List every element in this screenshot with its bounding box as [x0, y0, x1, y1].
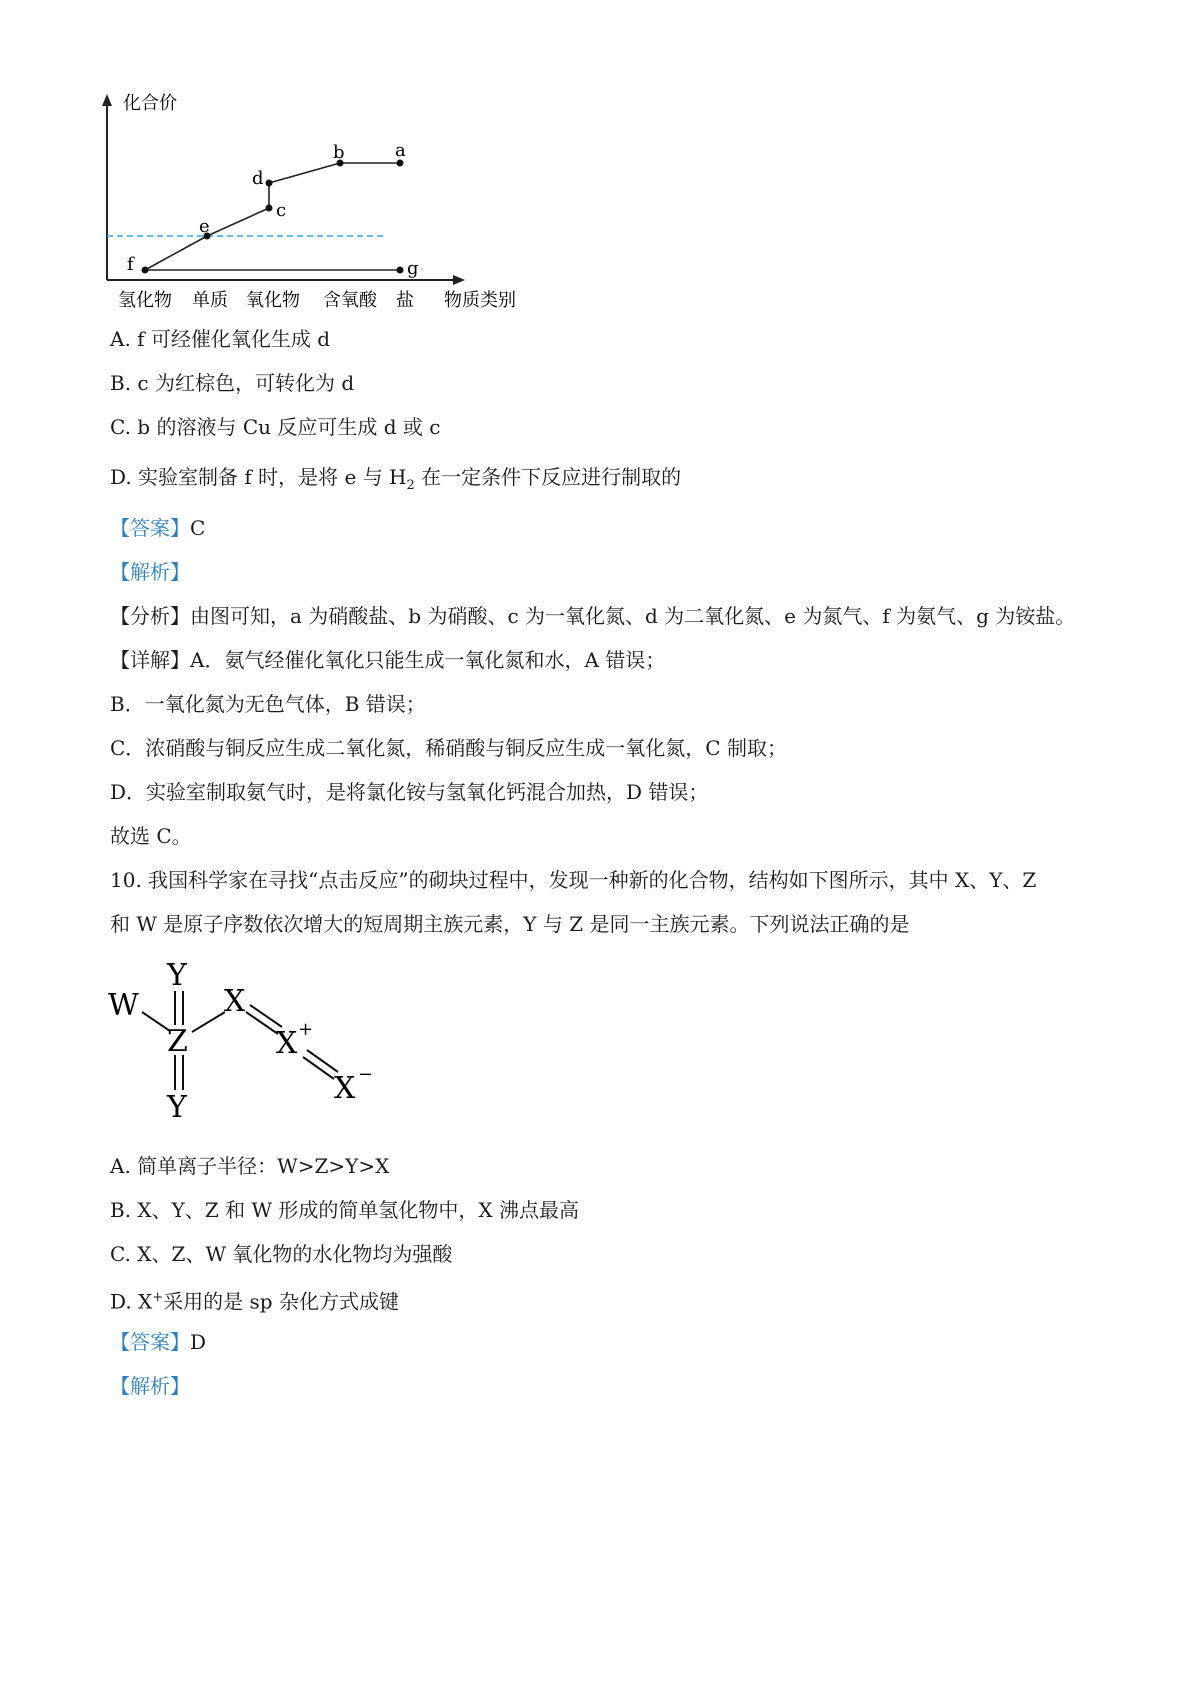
point-label-f: f [127, 254, 134, 275]
bond-z-x [192, 1012, 225, 1032]
atom-x-3: X [334, 1071, 356, 1106]
q10-jiexi-tag: 【解析】 [110, 1374, 190, 1398]
bond-x-plus-x-minus-2 [303, 1057, 334, 1079]
valence-diagram [95, 88, 535, 318]
q9-answer-value: C [190, 516, 206, 540]
point-label-g: g [407, 258, 419, 279]
q9-jiexi-tag: 【解析】 [110, 560, 190, 584]
q10-option-c: C. X、Z、W 氧化物的水化物均为强酸 [110, 1242, 453, 1266]
q10-option-d [110, 1284, 399, 1316]
x-axis-arrow [453, 275, 465, 285]
q10-option-b: B. X、Y、Z 和 W 形成的简单氢化物中，X 沸点最高 [110, 1198, 579, 1222]
q9-detail-tag: 【详解】 [110, 648, 190, 672]
point-label-d: d [252, 168, 264, 189]
q10-answer [110, 1328, 206, 1356]
q9-conclusion: 故选 C。 [110, 824, 192, 848]
q9-option-d [110, 463, 681, 500]
q10-option-d-post: 采用的是 sp 杂化方式成键 [163, 1289, 399, 1314]
q9-option-d-pre: D. 实验室制备 f 时，是将 e 与 H [110, 465, 407, 489]
atom-w: W [108, 988, 139, 1023]
x-category: 含氧酸 [323, 290, 377, 311]
q9-option-b: B. c 为红棕色，可转化为 d [110, 371, 355, 395]
x-axis-label: 物质类别 [444, 290, 516, 311]
point-label-e: e [199, 216, 210, 237]
q9-analysis-text: 由图可知，a 为硝酸盐、b 为硝酸、c 为一氧化氮、d 为二氧化氮、e 为氮气、f 为氨气、g 为铵盐。 [190, 604, 1076, 628]
x-category: 单质 [192, 290, 228, 311]
structure-diagram [100, 955, 400, 1130]
q9-option-a: A. f 可经催化氧化生成 d [110, 327, 331, 351]
bond-x-x-plus-1 [250, 1005, 282, 1027]
q10-option-d-superscript: + [152, 1290, 164, 1305]
atom-x-3-charge: − [358, 1064, 374, 1085]
segment-e-c [207, 208, 269, 236]
q9-option-d-post: 在一定条件下反应进行制取的 [414, 465, 682, 489]
q9-option-d-subscript: 2 [406, 478, 415, 493]
q10-answer-value: D [190, 1330, 207, 1354]
point-label-c: c [276, 200, 287, 221]
x-category: 氧化物 [246, 290, 300, 311]
q9-option-c: C. b 的溶液与 Cu 反应可生成 d 或 c [110, 415, 441, 439]
y-axis-arrow [102, 94, 112, 106]
bond-w-z [142, 1012, 170, 1031]
point-c [266, 205, 273, 212]
q10-option-d-pre: D. X [110, 1289, 153, 1314]
q10-stem-line-2: 和 W 是原子序数依次增大的短周期主族元素，Y 与 Z 是同一主族元素。下列说法正确的是 [110, 912, 910, 936]
point-f [142, 267, 149, 274]
bond-x-x-plus-2 [246, 1012, 278, 1034]
point-g [397, 267, 404, 274]
bond-x-plus-x-minus-1 [307, 1050, 338, 1072]
q10-stem-line-1: 10. 我国科学家在寻找“点击反应”的砌块过程中，发现一种新的化合物，结构如下图所示，其中 X、Y、Z [110, 868, 1037, 892]
point-label-a: a [395, 140, 406, 161]
segment-d-b [269, 163, 340, 183]
atom-y-bottom: Y [167, 1090, 187, 1125]
q9-detail-b: B．一氧化氮为无色气体，B 错误； [110, 692, 426, 716]
segment-f-e [145, 236, 207, 270]
q10-option-a: A. 简单离子半径：W>Z>Y>X [110, 1154, 390, 1178]
q9-detail-a [110, 646, 665, 674]
q9-answer [110, 514, 205, 542]
q10-answer-tag: 【答案】 [110, 1330, 190, 1354]
q9-answer-tag: 【答案】 [110, 516, 190, 540]
atom-y-top: Y [167, 958, 187, 993]
x-category: 盐 [396, 290, 414, 311]
y-axis-label: 化合价 [123, 93, 177, 114]
x-category: 氢化物 [118, 290, 172, 311]
point-label-b: b [333, 142, 345, 163]
q9-detail-c: C．浓硝酸与铜反应生成二氧化氮，稀硝酸与铜反应生成一氧化氮，C 制取； [110, 736, 787, 760]
atom-x-1: X [224, 984, 246, 1019]
atom-z: Z [167, 1024, 188, 1059]
q9-detail-a-text: A．氨气经催化氧化只能生成一氧化氮和水，A 错误； [190, 648, 666, 672]
q9-detail-d: D．实验室制取氨气时，是将氯化铵与氢氧化钙混合加热，D 错误； [110, 780, 709, 804]
atom-x-2: X [276, 1026, 298, 1061]
q9-analysis-tag: 【分析】 [110, 604, 190, 628]
atom-x-2-charge: + [298, 1019, 314, 1040]
point-d [266, 180, 273, 187]
q9-analysis [110, 602, 1075, 630]
